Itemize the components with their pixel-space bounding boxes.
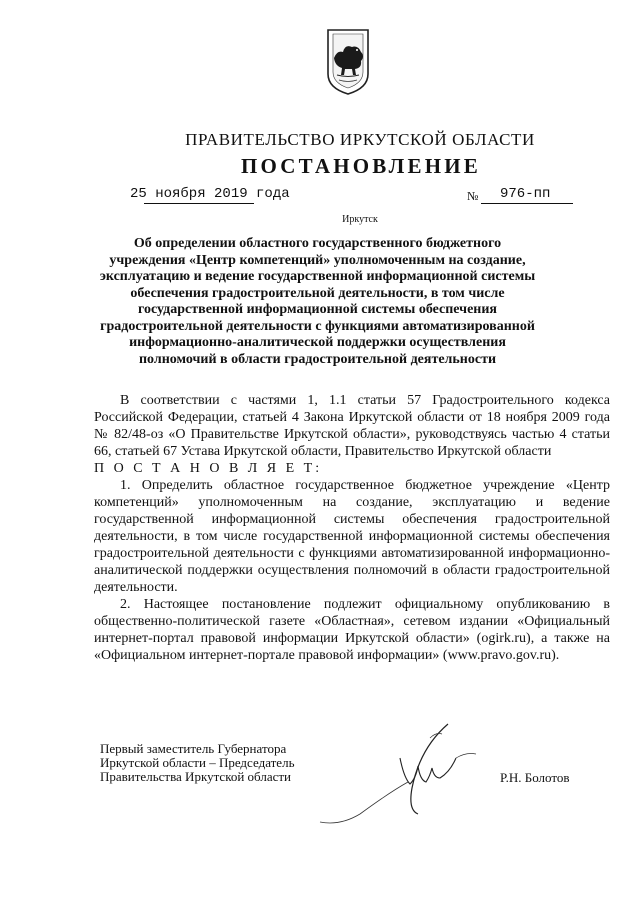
coat-of-arms-icon (325, 28, 371, 96)
document-type: ПОСТАНОВЛЕНИЕ (240, 154, 482, 178)
signer-name: Р.Н. Болотов (500, 770, 570, 785)
signer-position-line: Правительства Иркутской области (100, 769, 292, 784)
document-title: Об определении областного государственного бюджетного учреждения «Центр компетенций» уполномоченным на создание, эксплуатацию и ведение государственной информационной системы обеспечения градостроительной деятельности, в том числе государственной информационной системы обеспечения градостроительной деятельности с функциями автоматизированной информационно-аналитической поддержки осуществления полномочий в области градостроительной деятельности (99, 236, 536, 367)
signer-position-line: Иркутской области – Председатель (100, 755, 295, 770)
decree-word: П О С Т А Н О В Л Я Е Т: (94, 461, 323, 476)
document-date: 25 ноября 2019 года (130, 186, 290, 202)
signer-position-line: Первый заместитель Губернатора (100, 741, 287, 756)
city-name: Иркутск (342, 214, 378, 225)
number-underline (481, 203, 573, 204)
number-sign: № (467, 189, 479, 203)
date-underline (144, 203, 254, 204)
government-name: ПРАВИТЕЛЬСТВО ИРКУТСКОЙ ОБЛАСТИ (185, 130, 535, 149)
signer-position (100, 742, 295, 784)
document-body (94, 392, 610, 664)
document-number: 976-пп (500, 186, 551, 202)
handwritten-signature-icon (300, 718, 490, 828)
preamble-paragraph: В соответствии с частями 1, 1.1 статьи 57 Градостроительного кодекса Российской Федерации, статьей 4 Закона Иркутской области от 18 ноября 2009 года № 82/48-оз «О Правительстве Иркутской области», руководствуясь частью 4 статьи 66, статьей 67 Устава Иркутской области, Правительство Иркутской области (94, 393, 610, 459)
item-paragraph-2: 2. Настоящее постановление подлежит официальному опубликованию в общественно-политической газете «Областная», сетевом издании «Официальный интернет-портал правовой информации Иркутской области» (ogirk.ru), а также на «Официальном интернет-портале правовой информации» (www.pravo.gov.ru). (94, 597, 610, 663)
item-paragraph-1: 1. Определить областное государственное бюджетное учреждение «Центр компетенций» уполномоченным на создание, эксплуатацию и ведение государственной информационной системы обеспечения градостроительной деятельности, в том числе государственной информационной системы обеспечения градостроительной деятельности с функциями автоматизированной информационно-аналитической поддержки осуществления полномочий в области градостроительной деятельности. (94, 478, 610, 595)
